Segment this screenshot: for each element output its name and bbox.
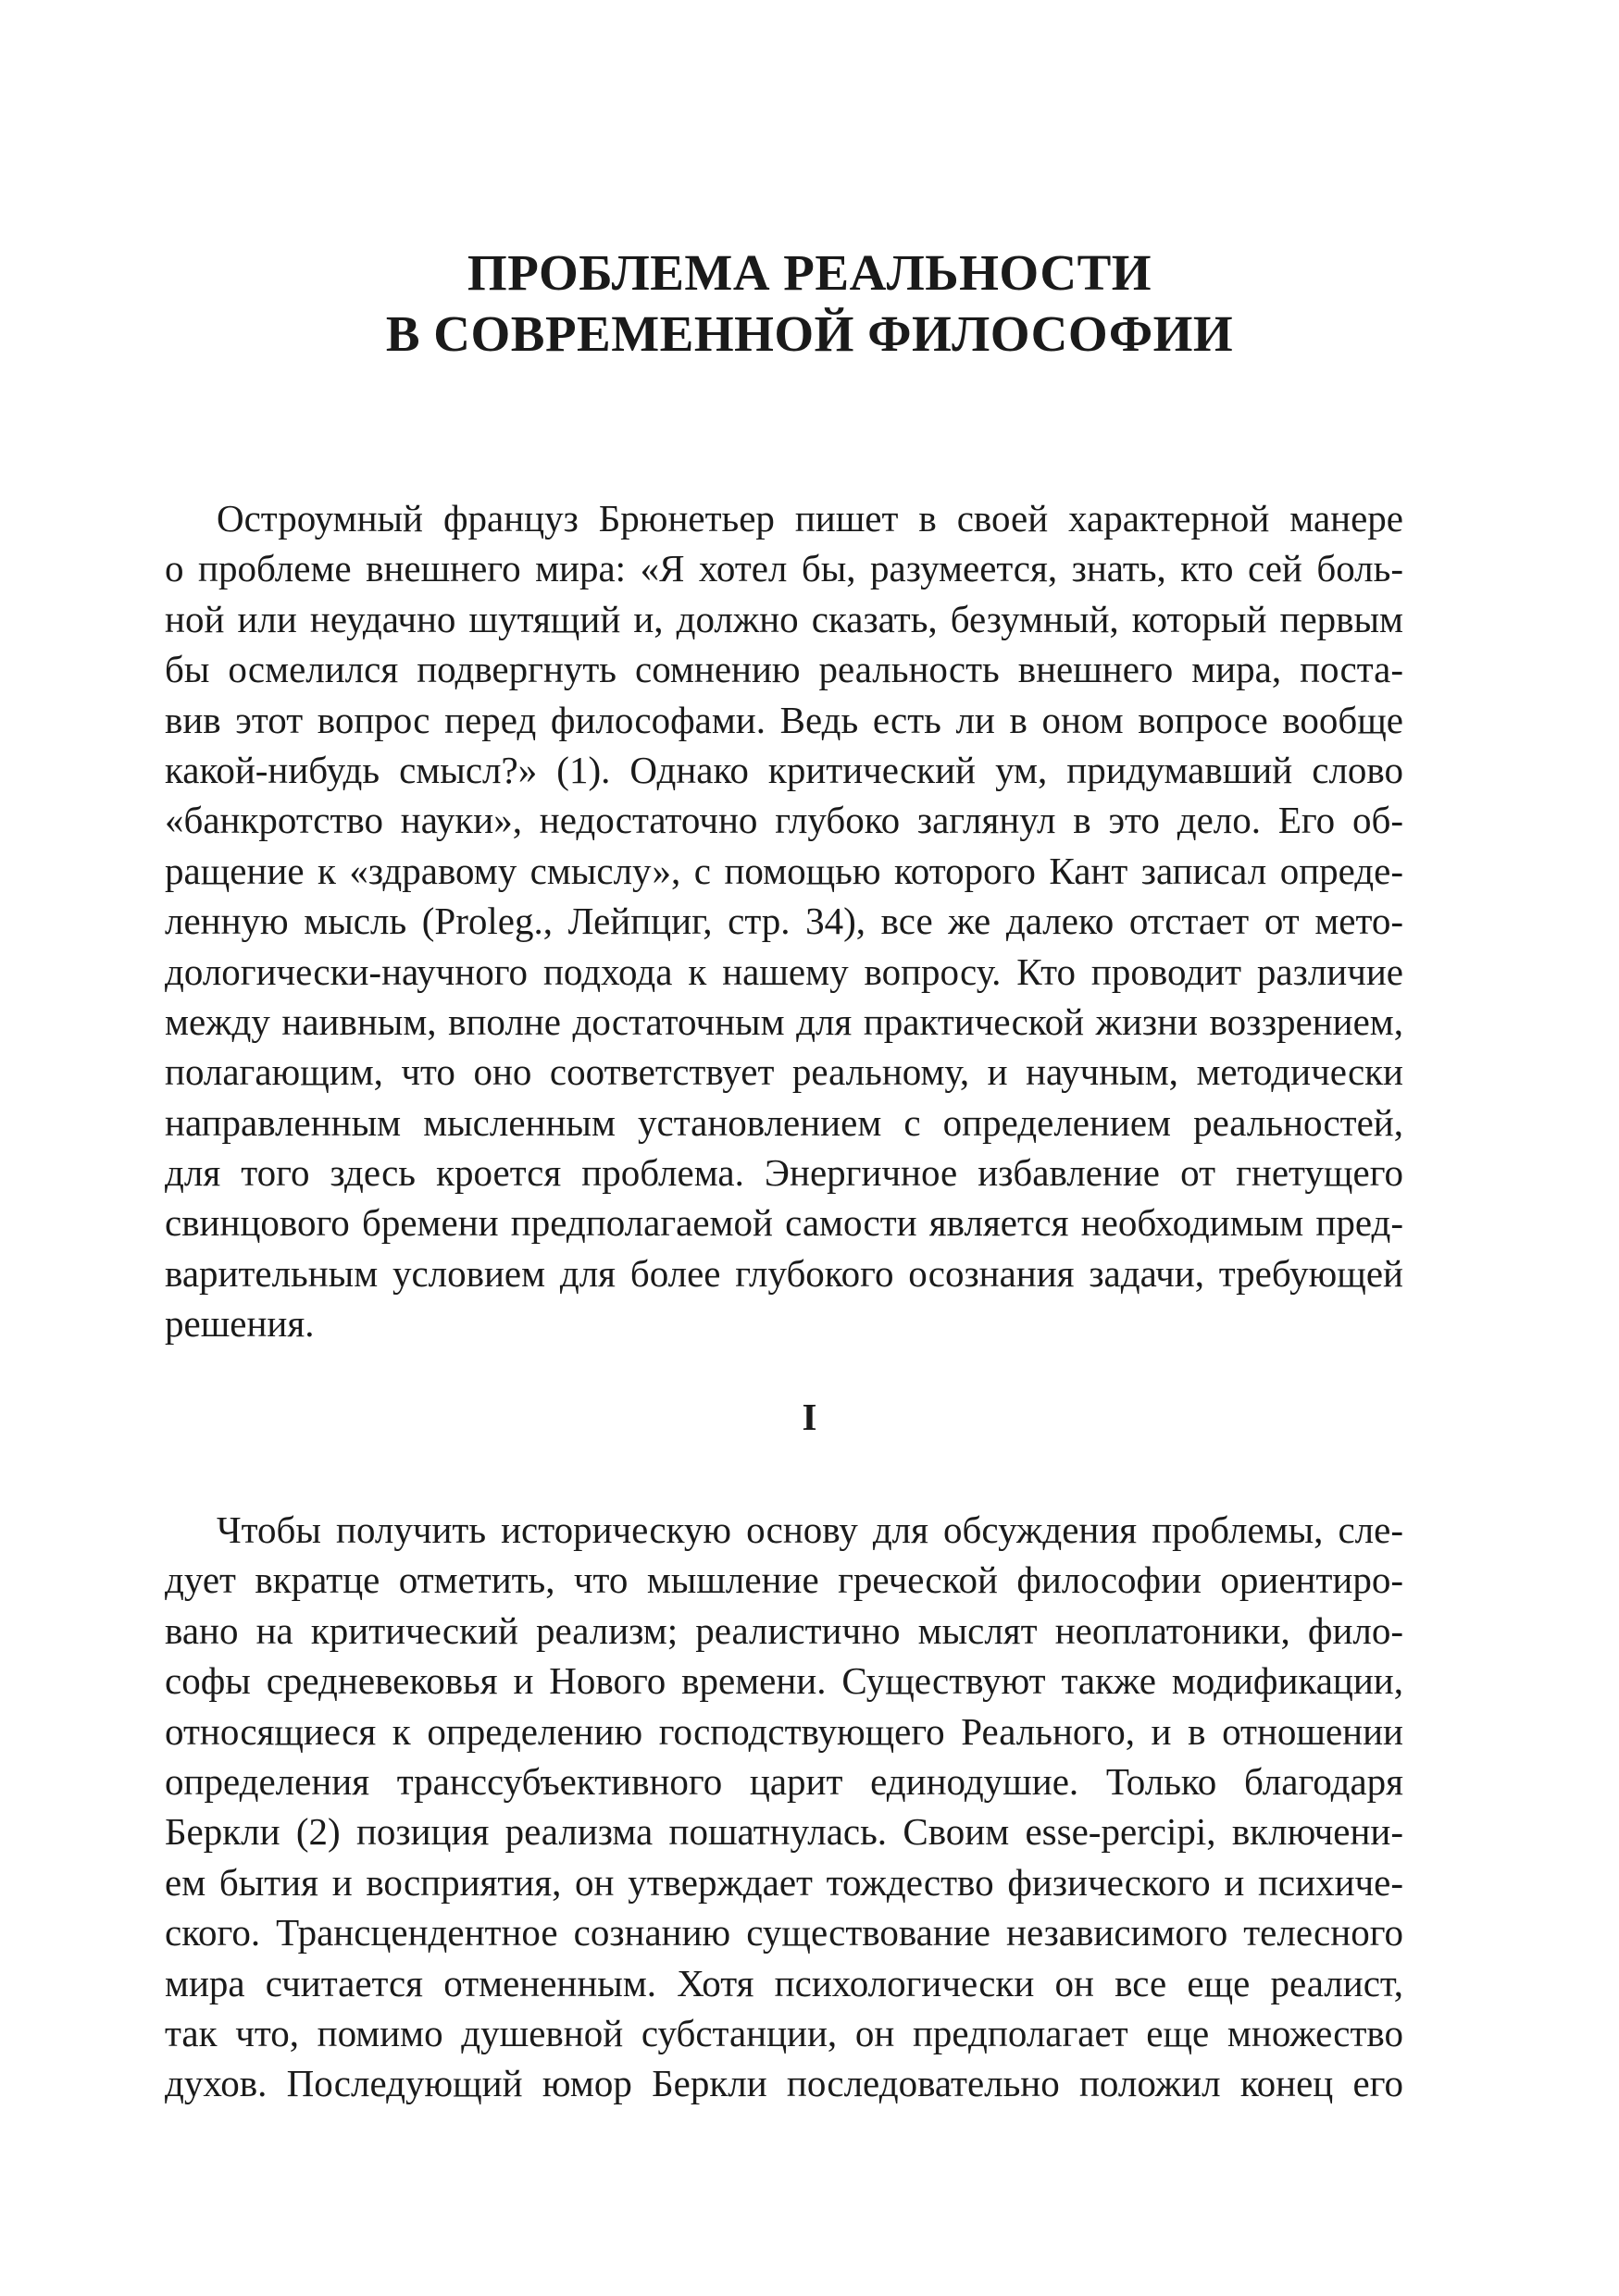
text-line: дологически-научного подхода к нашему вопросу. Кто проводит различие (165, 949, 1403, 993)
text-line: софы средневековья и Нового времени. Существуют также модификации, (165, 1659, 1403, 1703)
text-line: для того здесь кроется проблема. Энергичное избавление от гнетущего (165, 1151, 1403, 1195)
text-line: мира считается отмененным. Хотя психологически он все еще реалист, (165, 1961, 1403, 2004)
text-line: вив этот вопрос перед философами. Ведь есть ли в оном вопросе вообще (165, 698, 1403, 741)
text-line: ем бытия и восприятия, он утверждает тождество физического и психиче- (165, 1860, 1403, 1904)
text-line: бы осмелился подвергнуть сомнению реальность внешнего мира, поста- (165, 648, 1403, 691)
text-line: ращение к «здравому смыслу», с помощью которого Кант записал опреде- (165, 849, 1403, 892)
text-line: дует вкратце отметить, что мышление греческой философии ориентиро- (165, 1558, 1403, 1602)
text-line: определения транссубъективного царит единодушие. Только благодаря (165, 1759, 1403, 1803)
text-line: «банкротство науки», недостаточно глубоко заглянул в это дело. Его об- (165, 799, 1403, 842)
title-line: В СОВРЕМЕННОЙ ФИЛОСОФИИ (385, 305, 1234, 362)
text-line: относящиеся к определению господствующего Реального, и в отношении (165, 1709, 1403, 1753)
text-line: ского. Трансцендентное сознанию существование независимого телесного (165, 1911, 1403, 1955)
text-line: какой-нибудь смысл?» (1). Однако критический ум, придумавший слово (165, 748, 1403, 791)
text-line: ленную мысль (Proleg., Лейпциг, стр. 34), все же далеко отстает от мето- (165, 900, 1403, 943)
text-line: Чтобы получить историческую основу для обсуждения проблемы, сле- (217, 1508, 1403, 1551)
title-line: ПРОБЛЕМА РЕАЛЬНОСТИ (467, 244, 1152, 301)
text-line: полагающим, что оно соответствует реальному, и научным, методически (165, 1050, 1403, 1094)
text-line: между наивным, вполне достаточным для практической жизни воззрением, (165, 999, 1403, 1043)
intro-paragraph (165, 493, 1403, 1349)
text-line: решения. (165, 1302, 315, 1346)
text-line: направленным мысленным установлением с определением реальностей, (165, 1100, 1403, 1144)
text-line: варительным условием для более глубокого осознания задачи, требующей (165, 1251, 1403, 1295)
page-title (0, 242, 1619, 365)
text-line: Беркли (2) позиция реализма пошатнулась. Своим esse-percipi, включени- (165, 1810, 1403, 1854)
text-line: духов. Последующий юмор Беркли последовательно положил конец его (165, 2062, 1403, 2105)
text-line: Остроумный француз Брюнетьер пишет в своей характерной манере (217, 497, 1403, 540)
text-line: о проблеме внешнего мира: «Я хотел бы, разумеется, знать, кто сей боль- (165, 547, 1403, 590)
text-line: свинцового бремени предполагаемой самости является необходимым пред- (165, 1201, 1403, 1245)
text-line: вано на критический реализм; реалистично мыслят неоплатоники, фило- (165, 1608, 1403, 1652)
text-line: так что, помимо душевной субстанции, он предполагает еще множество (165, 2011, 1403, 2054)
text-line: ной или неудачно шутящий и, должно сказать, безумный, который первым (165, 597, 1403, 640)
section-number: I (802, 1396, 817, 1438)
section-paragraph (165, 1505, 1403, 2109)
